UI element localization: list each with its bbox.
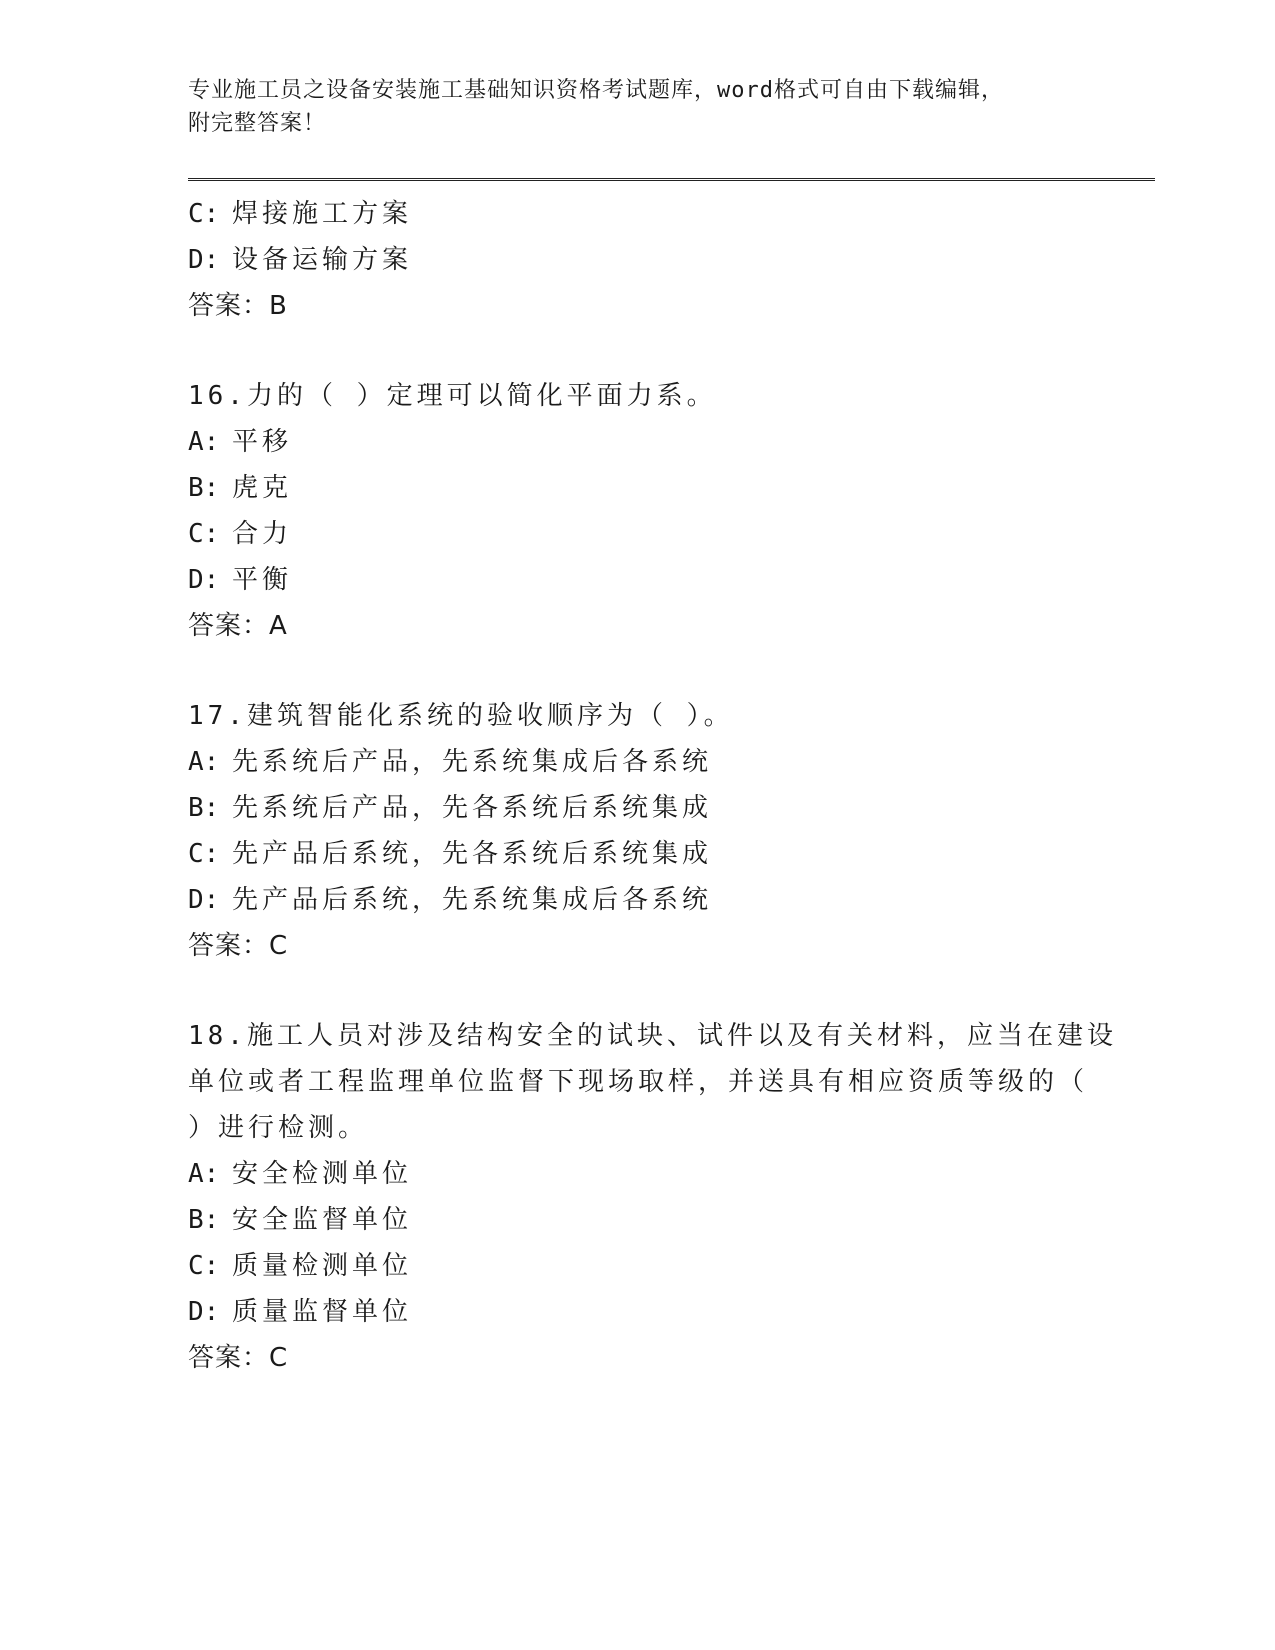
option-a	[188, 739, 1088, 785]
option-text: 平衡	[232, 565, 293, 595]
option-text: 设备运输方案	[232, 245, 413, 275]
option-d	[188, 557, 1088, 603]
option-text: 先系统后产品，先系统集成后各系统	[232, 747, 713, 777]
question-stem: 16.力的（ ）定理可以简化平面力系。	[188, 381, 717, 411]
option-text: 安全检测单位	[232, 1159, 413, 1189]
option-text: 质量监督单位	[232, 1297, 413, 1327]
question-stem-line-1: 18.施工人员对涉及结构安全的试块、试件以及有关材料，应当在建设	[188, 1021, 1117, 1051]
question-stem-line-3: ）进行检测。	[188, 1113, 369, 1143]
header-line-2: 附完整答案！	[188, 111, 327, 136]
option-key: C:	[188, 1251, 220, 1281]
prev-question-block	[188, 191, 1088, 329]
answer-line: 答案：C	[188, 1343, 289, 1373]
page-header	[188, 74, 1088, 140]
option-key: C:	[188, 519, 220, 549]
question-16	[188, 373, 1088, 649]
option-text: 质量检测单位	[232, 1251, 413, 1281]
option-text: 先产品后系统，先各系统后系统集成	[232, 839, 713, 869]
header-divider	[188, 178, 1155, 181]
answer-line: 答案：A	[188, 611, 288, 641]
option-c	[188, 511, 1088, 557]
option-text: 先系统后产品，先各系统后系统集成	[232, 793, 713, 823]
option-key: B:	[188, 793, 220, 823]
option-key: C:	[188, 199, 220, 229]
option-key: D:	[188, 1297, 220, 1327]
question-17	[188, 693, 1088, 969]
question-stem-line-2: 单位或者工程监理单位监督下现场取样，并送具有相应资质等级的（	[188, 1067, 1089, 1097]
option-text: 安全监督单位	[232, 1205, 413, 1235]
option-b	[188, 1197, 1088, 1243]
option-key: D:	[188, 245, 220, 275]
option-key: B:	[188, 473, 220, 503]
option-text: 平移	[232, 427, 293, 457]
option-key: A:	[188, 427, 220, 457]
option-key: C:	[188, 839, 220, 869]
option-d	[188, 237, 1088, 283]
option-c	[188, 191, 1088, 237]
option-key: D:	[188, 565, 220, 595]
option-key: D:	[188, 885, 220, 915]
answer-line: 答案：B	[188, 291, 288, 321]
option-b	[188, 785, 1088, 831]
option-a	[188, 419, 1088, 465]
question-18	[188, 1013, 1117, 1381]
question-stem: 17.建筑智能化系统的验收顺序为（ ）。	[188, 701, 734, 731]
answer-line: 答案：C	[188, 931, 289, 961]
option-c	[188, 1243, 1088, 1289]
option-text: 焊接施工方案	[232, 199, 413, 229]
option-key: A:	[188, 747, 220, 777]
option-text: 先产品后系统，先系统集成后各系统	[232, 885, 713, 915]
header-line-1: 专业施工员之设备安装施工基础知识资格考试题库，word格式可自由下载编辑，	[188, 78, 1004, 103]
option-text: 合力	[232, 519, 293, 549]
option-d	[188, 877, 1088, 923]
document-body	[188, 191, 1117, 1381]
option-b	[188, 465, 1088, 511]
option-c	[188, 831, 1088, 877]
option-key: A:	[188, 1159, 220, 1189]
option-d	[188, 1289, 1088, 1335]
option-a	[188, 1151, 1088, 1197]
option-text: 虎克	[232, 473, 293, 503]
option-key: B:	[188, 1205, 220, 1235]
